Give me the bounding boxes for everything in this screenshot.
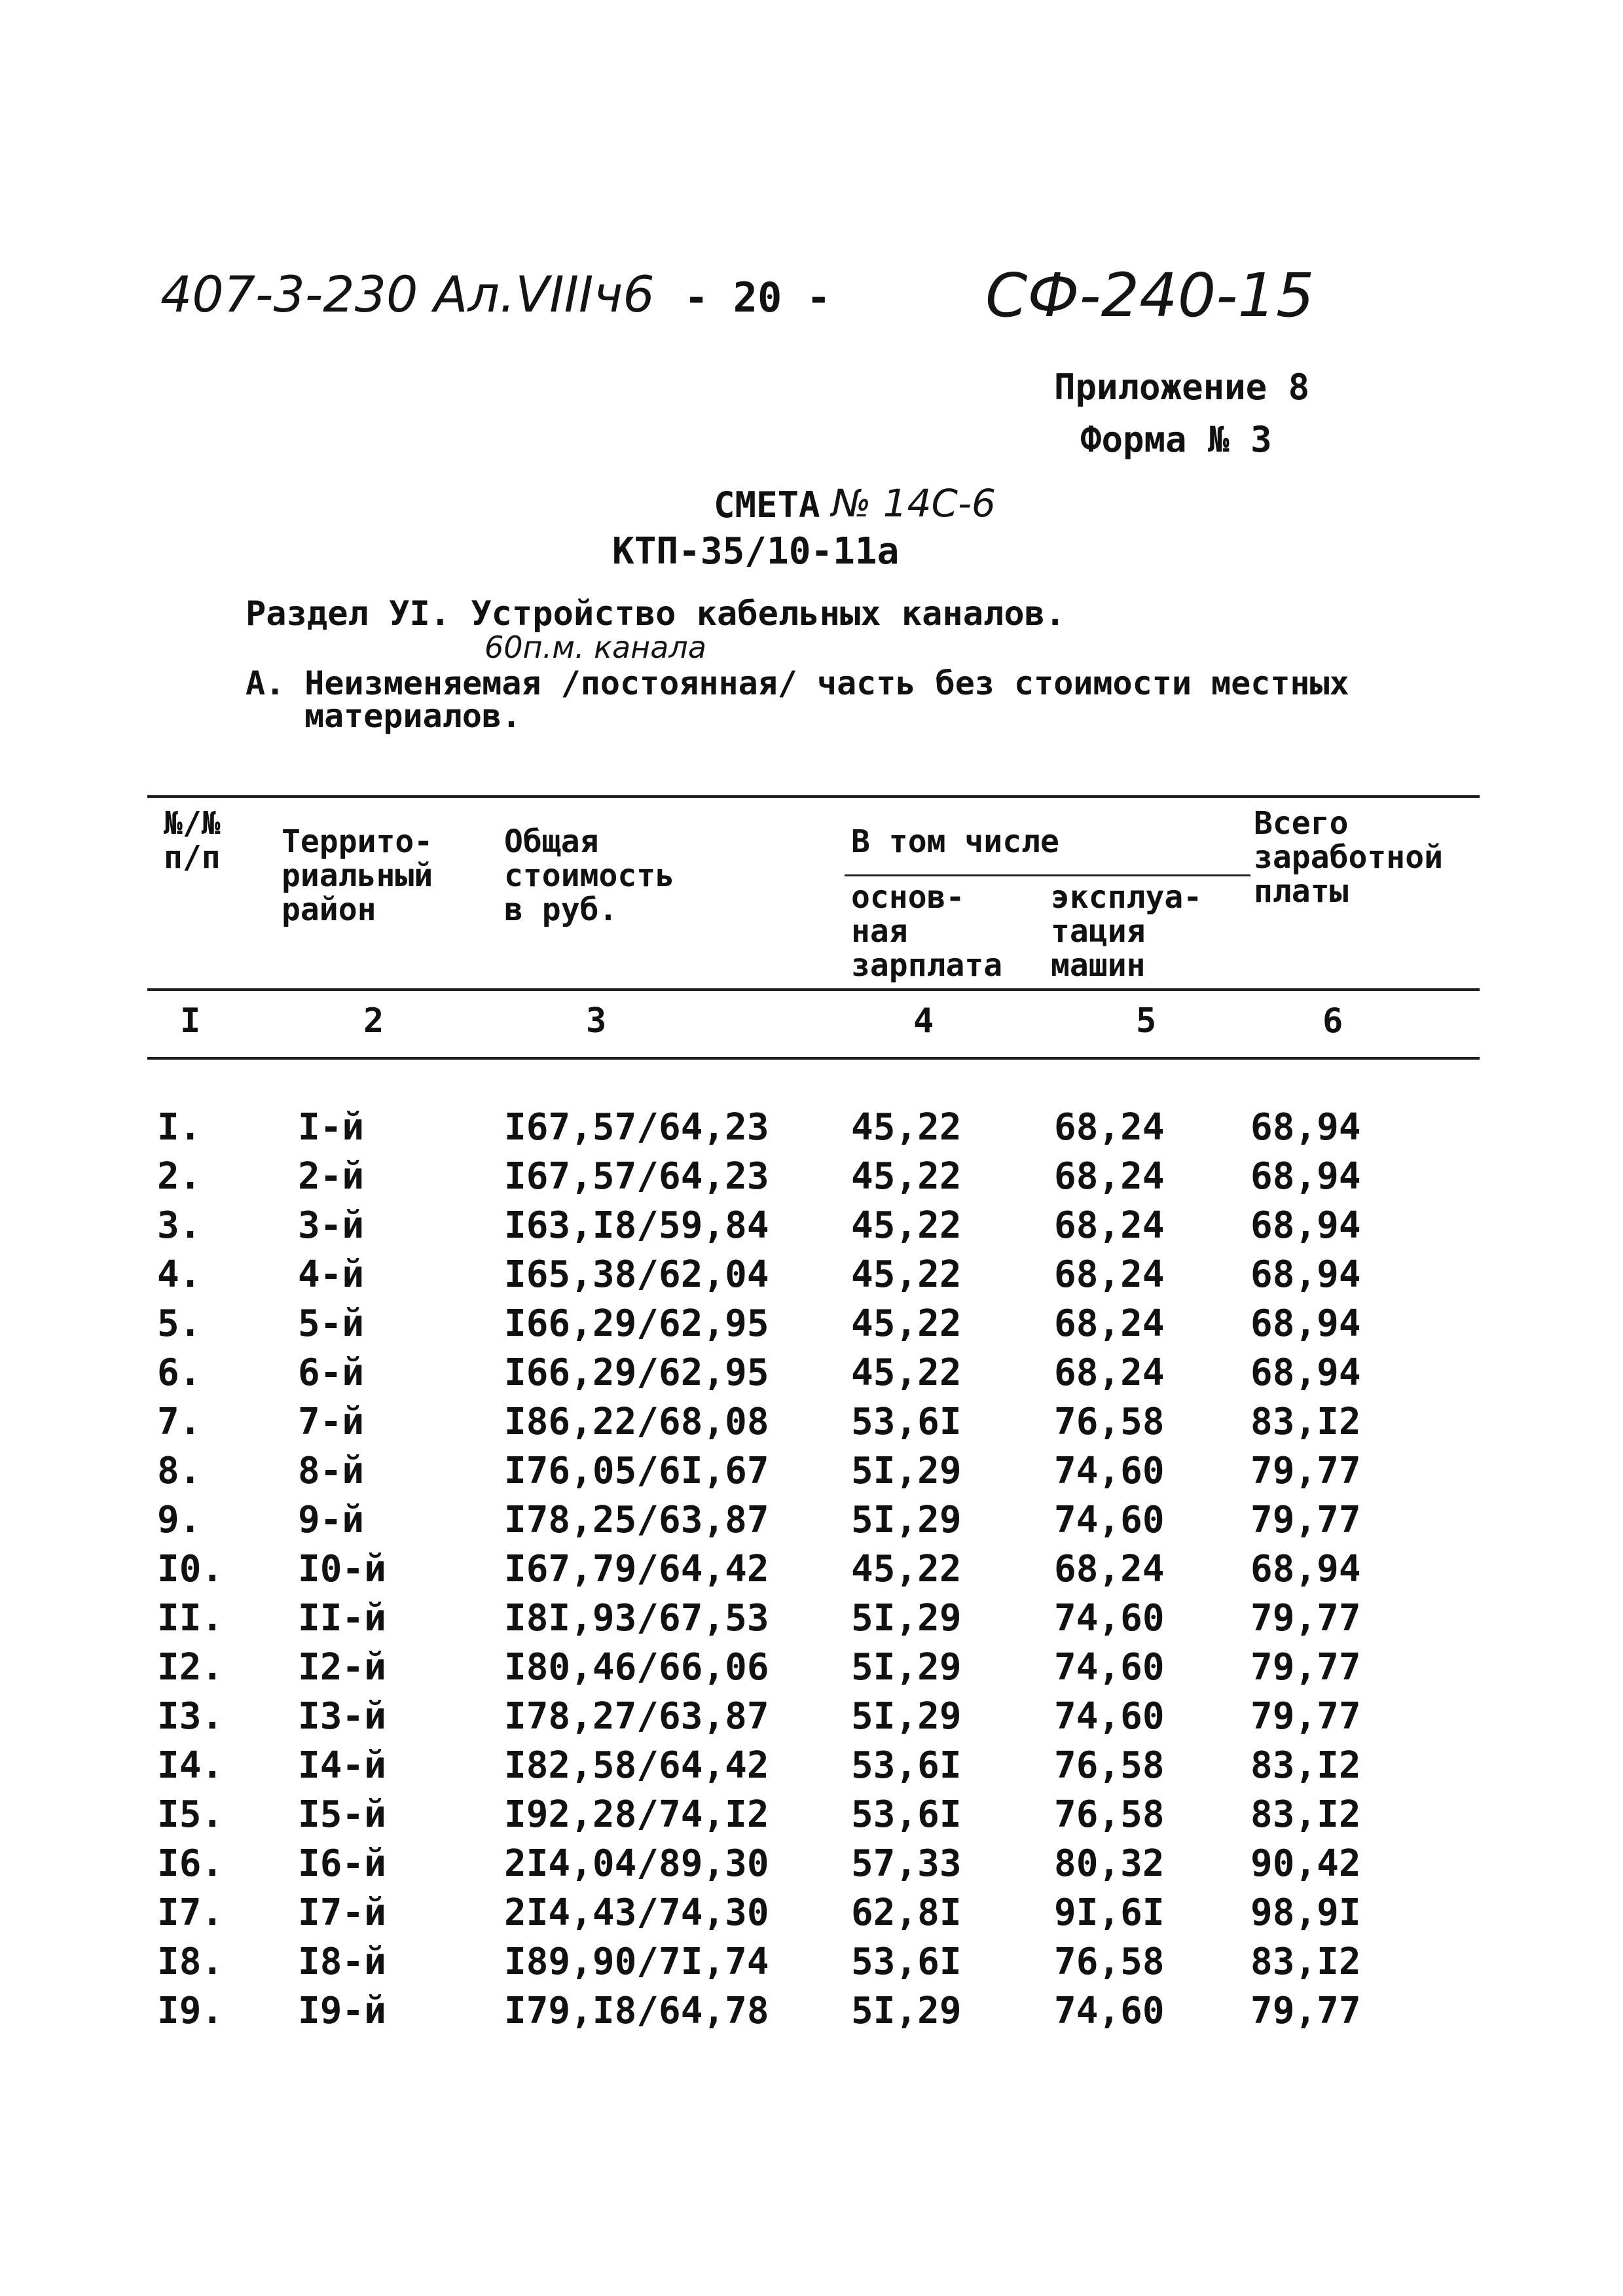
row-region: I4-й bbox=[298, 1744, 386, 1787]
row-total-cost: I67,79/64,42 bbox=[504, 1548, 769, 1590]
table-row bbox=[0, 1743, 1623, 1792]
page-number: - 20 - bbox=[684, 274, 831, 321]
row-main-salary: 45,22 bbox=[851, 1155, 962, 1198]
row-total-cost: I82,58/64,42 bbox=[504, 1744, 769, 1787]
header-total-cost bbox=[504, 825, 674, 927]
row-number: I6. bbox=[157, 1842, 224, 1885]
row-machine-operation: 74,60 bbox=[1054, 1695, 1165, 1738]
row-total-cost: I66,29/62,95 bbox=[504, 1302, 769, 1345]
row-total-cost: I66,29/62,95 bbox=[504, 1352, 769, 1394]
table-row bbox=[0, 1252, 1623, 1301]
table-row bbox=[0, 1203, 1623, 1252]
header-territory bbox=[282, 825, 433, 927]
row-total-wages: 68,94 bbox=[1250, 1302, 1361, 1345]
row-number: I2. bbox=[157, 1646, 224, 1689]
header-number-line1: №/№ bbox=[164, 805, 221, 842]
row-total-cost: I78,27/63,87 bbox=[504, 1695, 769, 1738]
header-total-cost-line3: в руб. bbox=[504, 891, 618, 928]
row-total-cost: 2I4,04/89,30 bbox=[504, 1842, 769, 1885]
row-total-cost: I76,05/6I,67 bbox=[504, 1450, 769, 1492]
row-total-wages: 79,77 bbox=[1250, 1695, 1361, 1738]
row-machine-operation: 68,24 bbox=[1054, 1106, 1165, 1149]
row-region: 9-й bbox=[298, 1499, 365, 1541]
row-machine-operation: 68,24 bbox=[1054, 1302, 1165, 1345]
row-machine-operation: 68,24 bbox=[1054, 1548, 1165, 1590]
row-number: I5. bbox=[157, 1793, 224, 1836]
row-total-cost: I8I,93/67,53 bbox=[504, 1597, 769, 1640]
row-main-salary: 45,22 bbox=[851, 1352, 962, 1394]
row-region: 3-й bbox=[298, 1204, 365, 1247]
row-main-salary: 5I,29 bbox=[851, 1597, 962, 1640]
row-main-salary: 5I,29 bbox=[851, 1450, 962, 1492]
row-total-wages: 83,I2 bbox=[1250, 1793, 1361, 1836]
row-region: I5-й bbox=[298, 1793, 386, 1836]
estimate-title: СМЕТА bbox=[714, 484, 820, 526]
row-number: 8. bbox=[157, 1450, 202, 1492]
row-machine-operation: 68,24 bbox=[1054, 1204, 1165, 1247]
row-number: 7. bbox=[157, 1401, 202, 1443]
header-total-cost-line2: стоимость bbox=[504, 857, 675, 894]
row-region: I7-й bbox=[298, 1892, 386, 1934]
row-machine-operation: 80,32 bbox=[1054, 1842, 1165, 1885]
row-main-salary: 45,22 bbox=[851, 1253, 962, 1296]
section-note-handwritten: 60п.м. канала bbox=[484, 630, 707, 665]
row-region: I0-й bbox=[298, 1548, 386, 1590]
column-number-5: 5 bbox=[1136, 1001, 1157, 1041]
table-row bbox=[0, 1154, 1623, 1203]
row-number: II. bbox=[157, 1597, 224, 1640]
row-total-wages: 98,9I bbox=[1250, 1892, 1361, 1934]
row-total-cost: I63,I8/59,84 bbox=[504, 1204, 769, 1247]
row-machine-operation: 74,60 bbox=[1054, 1597, 1165, 1640]
column-number-3: 3 bbox=[586, 1001, 607, 1041]
row-total-wages: 79,77 bbox=[1250, 1450, 1361, 1492]
row-region: I6-й bbox=[298, 1842, 386, 1885]
table-row bbox=[0, 1498, 1623, 1547]
row-main-salary: 53,6I bbox=[851, 1941, 962, 1983]
row-machine-operation: 76,58 bbox=[1054, 1793, 1165, 1836]
row-total-cost: I79,I8/64,78 bbox=[504, 1990, 769, 2032]
header-main-salary-line1: основ- bbox=[851, 879, 965, 916]
header-main-salary bbox=[851, 880, 1002, 982]
row-region: I-й bbox=[298, 1106, 365, 1149]
row-machine-operation: 74,60 bbox=[1054, 1990, 1165, 2032]
header-territory-line1: Террито- bbox=[282, 823, 433, 860]
row-total-cost: I78,25/63,87 bbox=[504, 1499, 769, 1541]
row-machine-operation: 74,60 bbox=[1054, 1646, 1165, 1689]
row-total-wages: 90,42 bbox=[1250, 1842, 1361, 1885]
row-region: 4-й bbox=[298, 1253, 365, 1296]
column-number-1: I bbox=[180, 1001, 201, 1041]
section-heading: Раздел УI. Устройство кабельных каналов. bbox=[246, 594, 1066, 634]
row-total-wages: 68,94 bbox=[1250, 1352, 1361, 1394]
row-machine-operation: 74,60 bbox=[1054, 1450, 1165, 1492]
header-machine-operation-line1: эксплуа- bbox=[1051, 879, 1203, 916]
row-machine-operation: 74,60 bbox=[1054, 1499, 1165, 1541]
row-number: I9. bbox=[157, 1990, 224, 2032]
row-region: I3-й bbox=[298, 1695, 386, 1738]
column-number-6: 6 bbox=[1322, 1001, 1343, 1041]
header-territory-line2: риальный bbox=[282, 857, 433, 894]
header-including: В том числе bbox=[851, 823, 1059, 860]
row-number: I3. bbox=[157, 1695, 224, 1738]
header-number-line2: п/п bbox=[164, 839, 221, 876]
header-machine-operation-line3: машин bbox=[1051, 947, 1146, 984]
row-main-salary: 62,8I bbox=[851, 1892, 962, 1934]
header-territory-line3: район bbox=[282, 891, 376, 928]
row-number: I. bbox=[157, 1106, 202, 1149]
row-total-cost: I86,22/68,08 bbox=[504, 1401, 769, 1443]
table-row bbox=[0, 1596, 1623, 1645]
row-number: 3. bbox=[157, 1204, 202, 1247]
row-total-wages: 79,77 bbox=[1250, 1990, 1361, 2032]
row-machine-operation: 76,58 bbox=[1054, 1401, 1165, 1443]
row-total-wages: 83,I2 bbox=[1250, 1401, 1361, 1443]
row-main-salary: 5I,29 bbox=[851, 1646, 962, 1689]
header-total-cost-line1: Общая bbox=[504, 823, 599, 860]
table-row bbox=[0, 1448, 1623, 1498]
table-top-rule bbox=[147, 795, 1480, 798]
table-row bbox=[0, 1890, 1623, 1939]
header-total-wages bbox=[1254, 806, 1443, 908]
row-region: I9-й bbox=[298, 1990, 386, 2032]
row-main-salary: 45,22 bbox=[851, 1302, 962, 1345]
row-main-salary: 5I,29 bbox=[851, 1695, 962, 1738]
form-label: Форма № 3 bbox=[1080, 419, 1272, 460]
row-total-cost: I67,57/64,23 bbox=[504, 1155, 769, 1198]
row-region: 7-й bbox=[298, 1401, 365, 1443]
row-main-salary: 53,6I bbox=[851, 1401, 962, 1443]
row-total-cost: 2I4,43/74,30 bbox=[504, 1892, 769, 1934]
header-total-wages-line1: Всего bbox=[1254, 805, 1349, 842]
table-row bbox=[0, 1988, 1623, 2037]
row-machine-operation: 9I,6I bbox=[1054, 1892, 1165, 1934]
row-total-wages: 68,94 bbox=[1250, 1155, 1361, 1198]
row-total-wages: 68,94 bbox=[1250, 1204, 1361, 1247]
row-number: 9. bbox=[157, 1499, 202, 1541]
row-total-wages: 83,I2 bbox=[1250, 1941, 1361, 1983]
row-main-salary: 57,33 bbox=[851, 1842, 962, 1885]
row-region: I8-й bbox=[298, 1941, 386, 1983]
row-region: 5-й bbox=[298, 1302, 365, 1345]
row-machine-operation: 68,24 bbox=[1054, 1155, 1165, 1198]
table-row bbox=[0, 1841, 1623, 1890]
table-row bbox=[0, 1350, 1623, 1399]
row-main-salary: 5I,29 bbox=[851, 1990, 962, 2032]
header-total-wages-line2: заработной bbox=[1254, 839, 1443, 876]
table-row bbox=[0, 1301, 1623, 1350]
header-total-wages-line3: платы bbox=[1254, 873, 1349, 910]
column-numbers-bottom-rule bbox=[147, 1057, 1480, 1060]
row-total-wages: 68,94 bbox=[1250, 1548, 1361, 1590]
table-row bbox=[0, 1105, 1623, 1154]
row-number: 5. bbox=[157, 1302, 202, 1345]
row-region: I2-й bbox=[298, 1646, 386, 1689]
row-number: 2. bbox=[157, 1155, 202, 1198]
column-number-2: 2 bbox=[363, 1001, 384, 1041]
row-region: 8-й bbox=[298, 1450, 365, 1492]
row-total-cost: I80,46/66,06 bbox=[504, 1646, 769, 1689]
row-number: I8. bbox=[157, 1941, 224, 1983]
row-total-wages: 68,94 bbox=[1250, 1106, 1361, 1149]
table-row bbox=[0, 1645, 1623, 1694]
row-main-salary: 45,22 bbox=[851, 1106, 962, 1149]
row-total-cost: I67,57/64,23 bbox=[504, 1106, 769, 1149]
row-total-wages: 79,77 bbox=[1250, 1597, 1361, 1640]
table-row bbox=[0, 1547, 1623, 1596]
header-machine-operation bbox=[1051, 880, 1202, 982]
row-region: 2-й bbox=[298, 1155, 365, 1198]
subsection-heading-line2: материалов. bbox=[304, 697, 522, 735]
row-number: 4. bbox=[157, 1253, 202, 1296]
estimate-number-handwritten: № 14С-6 bbox=[831, 481, 996, 526]
header-main-salary-line2: ная bbox=[851, 913, 908, 950]
table-row bbox=[0, 1792, 1623, 1841]
document-code-right: СФ-240-15 bbox=[985, 260, 1315, 331]
column-number-4: 4 bbox=[913, 1001, 934, 1041]
row-machine-operation: 68,24 bbox=[1054, 1352, 1165, 1394]
row-number: I0. bbox=[157, 1548, 224, 1590]
row-number: I4. bbox=[157, 1744, 224, 1787]
row-region: II-й bbox=[298, 1597, 386, 1640]
row-main-salary: 53,6I bbox=[851, 1793, 962, 1836]
row-total-wages: 83,I2 bbox=[1250, 1744, 1361, 1787]
including-subheader-rule bbox=[845, 874, 1250, 876]
table-row bbox=[0, 1939, 1623, 1988]
row-main-salary: 5I,29 bbox=[851, 1499, 962, 1541]
row-total-cost: I89,90/7I,74 bbox=[504, 1941, 769, 1983]
subsection-heading-line1: А. Неизменяемая /постоянная/ часть без стоимости местных bbox=[246, 664, 1349, 702]
object-name: КТП-35/10-11а bbox=[612, 530, 900, 573]
appendix-label: Приложение 8 bbox=[1054, 367, 1310, 408]
row-number: I7. bbox=[157, 1892, 224, 1934]
row-region: 6-й bbox=[298, 1352, 365, 1394]
row-main-salary: 45,22 bbox=[851, 1204, 962, 1247]
row-machine-operation: 68,24 bbox=[1054, 1253, 1165, 1296]
table-row bbox=[0, 1399, 1623, 1448]
header-bottom-rule bbox=[147, 988, 1480, 991]
row-total-cost: I65,38/62,04 bbox=[504, 1253, 769, 1296]
row-main-salary: 53,6I bbox=[851, 1744, 962, 1787]
row-number: 6. bbox=[157, 1352, 202, 1394]
row-main-salary: 45,22 bbox=[851, 1548, 962, 1590]
row-machine-operation: 76,58 bbox=[1054, 1941, 1165, 1983]
row-total-cost: I92,28/74,I2 bbox=[504, 1793, 769, 1836]
document-code-left: 407-3-230 Ал.VIIIч6 bbox=[160, 265, 655, 323]
header-number bbox=[164, 806, 221, 874]
table-row bbox=[0, 1694, 1623, 1743]
row-total-wages: 79,77 bbox=[1250, 1646, 1361, 1689]
row-total-wages: 68,94 bbox=[1250, 1253, 1361, 1296]
row-machine-operation: 76,58 bbox=[1054, 1744, 1165, 1787]
header-machine-operation-line2: тация bbox=[1051, 913, 1146, 950]
header-main-salary-line3: зарплата bbox=[851, 947, 1003, 984]
row-total-wages: 79,77 bbox=[1250, 1499, 1361, 1541]
